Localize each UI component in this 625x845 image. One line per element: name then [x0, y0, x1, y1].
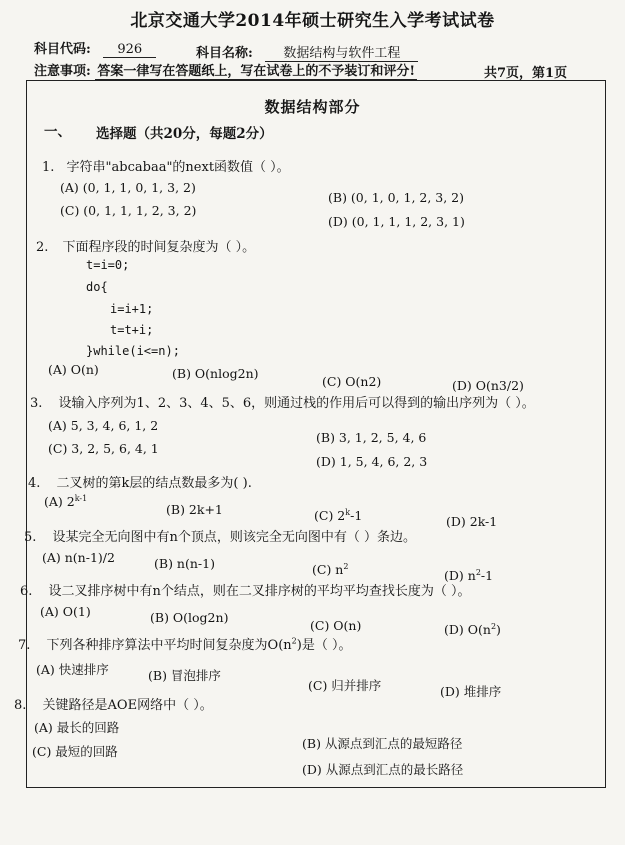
- option-text-suffix: -1: [350, 508, 363, 523]
- option-superscript: 2: [343, 561, 349, 571]
- code-line-5: }while(i<=n);: [86, 344, 180, 358]
- question-number: 2.: [36, 240, 49, 255]
- q6-option-a: (A) O(1): [40, 604, 91, 619]
- option-text-suffix: -1: [480, 568, 494, 583]
- subject-code-row: [34, 38, 156, 57]
- question-2: [36, 236, 255, 255]
- question-6: [20, 580, 471, 599]
- option-superscript: k: [345, 507, 351, 517]
- code-line-4: t=t+i;: [110, 323, 154, 337]
- code-line-2: do{: [86, 280, 108, 294]
- question-text-prefix: 下列各种排序算法中平均时间复杂度为O(n: [46, 638, 292, 653]
- question-text: 设输入序列为1、2、3、4、5、6，则通过栈的作用后可以得到的输出序列为（ ）。: [58, 396, 535, 411]
- question-text: 下面程序段的时间复杂度为（ ）。: [62, 240, 256, 255]
- question-number: 4.: [28, 476, 41, 491]
- q4-option-b: (B) 2k+1: [166, 502, 223, 517]
- q3-option-b: (B) 3, 1, 2, 5, 4, 6: [316, 430, 427, 445]
- q2-option-d: (D) O(n3/2): [452, 378, 524, 393]
- option-text: (D) n: [444, 568, 476, 583]
- question-text: 设某完全无向图中有n个顶点，则该完全无向图中有（ ）条边。: [52, 530, 417, 545]
- q2-option-b: (B) O(nlog2n): [172, 366, 259, 381]
- q7-option-d: (D) 堆排序: [440, 684, 502, 699]
- question-number: 7.: [18, 638, 31, 653]
- q2-option-a: (A) O(n): [48, 362, 99, 377]
- question-5: [24, 526, 416, 545]
- option-text: (D) O(n: [444, 622, 491, 637]
- q5-option-c: [312, 562, 348, 577]
- q1-option-a: (A) (0, 1, 1, 0, 1, 3, 2): [60, 180, 196, 195]
- question-number: 3.: [30, 396, 43, 411]
- q4-option-c: [314, 508, 362, 523]
- q8-option-d: (D) 从源点到汇点的最长路径: [302, 762, 464, 777]
- question-7: [18, 634, 351, 653]
- q8-option-b: (B) 从源点到汇点的最短路径: [302, 736, 463, 751]
- question-number: 5.: [24, 530, 37, 545]
- question-text: 二叉树的第k层的结点数最多为( ).: [56, 476, 252, 491]
- option-text-suffix: ): [496, 622, 501, 637]
- question-text: [47, 638, 352, 653]
- q3-option-a: (A) 5, 3, 4, 6, 1, 2: [48, 418, 159, 433]
- q7-option-a: (A) 快速排序: [36, 662, 109, 677]
- option-superscript: 2: [490, 621, 497, 631]
- q4-option-d: (D) 2k-1: [446, 514, 498, 529]
- question-text: 字符串"abcabaa"的next函数值（ ）。: [66, 160, 290, 175]
- q2-option-c: (C) O(n2): [322, 374, 382, 389]
- part-number: 一、: [44, 124, 71, 140]
- option-text: (C) n: [312, 562, 344, 577]
- subject-name-value: 数据结构与软件工程: [265, 46, 418, 62]
- subject-name-label: 科目名称:: [196, 46, 253, 61]
- question-text: 关键路径是AOE网络中（ ）。: [42, 698, 213, 713]
- q5-option-a: (A) n(n-1)/2: [42, 550, 115, 565]
- q7-option-b: (B) 冒泡排序: [148, 668, 221, 683]
- section-title: 数据结构部分: [264, 98, 361, 116]
- question-superscript: 2: [291, 636, 297, 646]
- code-line-1: t=i=0;: [86, 258, 130, 272]
- question-text: 设二叉排序树中有n个结点，则在二叉排序树的平均平均查找长度为（ ）。: [48, 584, 471, 599]
- question-number: 6.: [20, 584, 33, 599]
- q1-option-b: (B) (0, 1, 0, 1, 2, 3, 2): [328, 190, 465, 205]
- q4-option-a: [44, 494, 87, 509]
- subject-code-label: 科目代码:: [34, 42, 91, 57]
- q5-option-b: (B) n(n-1): [154, 556, 215, 571]
- q1-option-c: (C) (0, 1, 1, 1, 2, 3, 2): [60, 203, 197, 218]
- page-info: 共7页，第1页: [484, 66, 568, 81]
- question-4: [28, 472, 252, 491]
- exam-title: 北京交通大学2014年硕士研究生入学考试试卷: [130, 11, 495, 31]
- question-text-suffix: )是（ ）。: [296, 638, 352, 653]
- question-8: [14, 694, 213, 713]
- question-1: [42, 156, 290, 175]
- q3-option-d: (D) 1, 5, 4, 6, 2, 3: [316, 454, 428, 469]
- notice-label: 注意事项:: [34, 64, 91, 79]
- subject-code-value: 926: [103, 42, 156, 58]
- question-number: 8.: [14, 698, 27, 713]
- code-line-3: i=i+1;: [110, 302, 154, 316]
- q6-option-d: [444, 622, 501, 637]
- q6-option-b: (B) O(log2n): [150, 610, 229, 625]
- notice-row: [34, 60, 417, 79]
- option-text: (A) 2: [44, 494, 75, 509]
- q1-option-d: (D) (0, 1, 1, 1, 2, 3, 1): [328, 214, 465, 229]
- option-text: (C) 2: [314, 508, 346, 523]
- q7-option-c: (C) 归并排序: [308, 678, 382, 693]
- option-superscript: 2: [475, 567, 481, 577]
- option-superscript: k-1: [74, 493, 88, 503]
- part-title: 选择题（共20分，每题2分）: [96, 126, 273, 142]
- notice-text: 答案一律写在答题纸上，写在试卷上的不予装订和评分!: [97, 64, 416, 79]
- q6-option-c: (C) O(n): [310, 618, 362, 633]
- q8-option-c: (C) 最短的回路: [32, 744, 118, 759]
- subject-name-row: [196, 42, 418, 61]
- q8-option-a: (A) 最长的回路: [34, 720, 120, 735]
- q3-option-c: (C) 3, 2, 5, 6, 4, 1: [48, 441, 159, 456]
- question-number: 1.: [42, 160, 55, 175]
- question-3: [30, 392, 535, 411]
